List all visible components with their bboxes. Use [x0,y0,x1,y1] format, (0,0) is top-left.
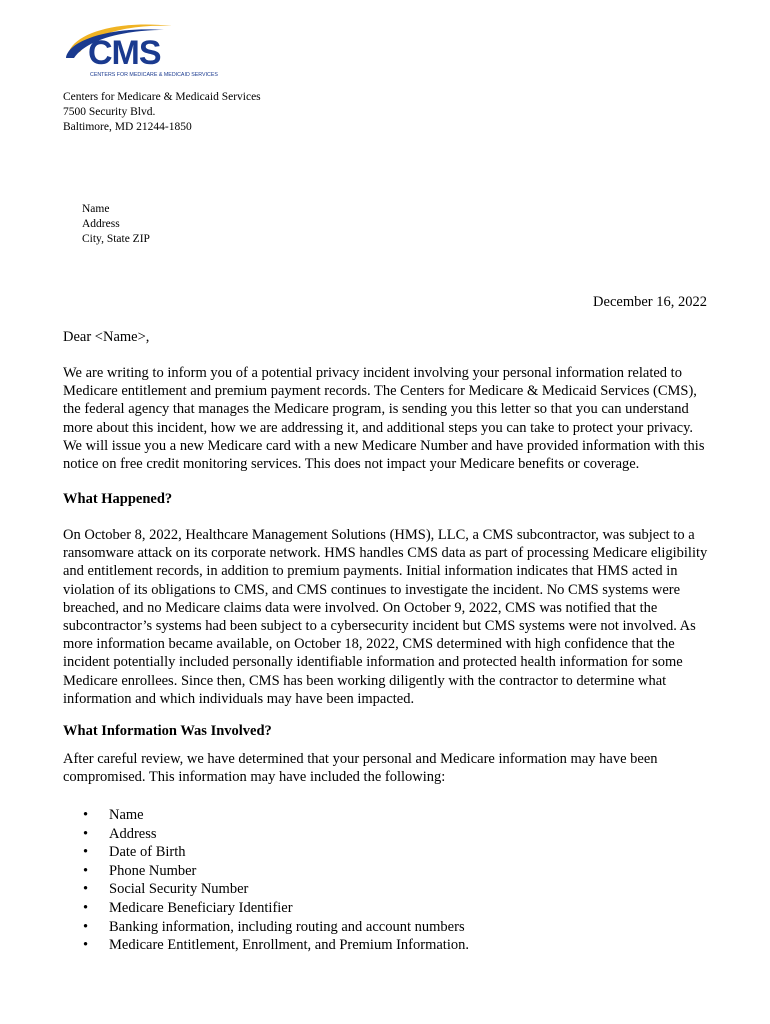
what-happened-paragraph: On October 8, 2022, Healthcare Management Solutions (HMS), LLC, a CMS subcontractor, was subject to a ransomware attack on its corporate network. HMS handles CMS data as part of processing Medicare eligibility and entitlement records, in addition to premium payments. Initial information indicates that HMS acted in violation of its obligations to CMS, and CMS continues to investigate the incident. No CMS systems were breached, and no Medicare claims data were involved. On October 9, 2022, CMS was notified that the subcontractor’s systems had been subject to a cybersecurity incident but CMS systems were not involved. As more information became available, on October 18, 2022, CMS determined with high confidence that the incident potentially included personally identifiable information and protected health information for some Medicare enrollees. Since then, CMS has been working diligently with the contractor to determine what information and which individuals may have been impacted. [63,527,708,707]
list-item: • Date of Birth [63,843,469,862]
recipient-name: Name [82,203,110,215]
recipient-address [82,202,150,247]
information-involved-paragraph: After careful review, we have determined that your personal and Medicare information may have been compromised. This information may have included the following: [63,751,658,786]
list-item: • Social Security Number [63,880,469,899]
salutation: Dear <Name>, [63,329,150,345]
list-item: • Phone Number [63,862,469,881]
what-happened-heading: What Happened? [63,491,173,507]
list-item: • Address [63,825,469,844]
letter-date: December 16, 2022 [593,294,707,310]
intro-paragraph: We are writing to inform you of a potential privacy incident involving your personal information related to Medicare entitlement and premium payment records. The Centers for Medicare & Medicaid Services (CMS), the federal agency that manages the Medicare program, is sending you this letter so that you can understand more about this incident, how we are addressing it, and additional steps you can take to protect your privacy. We will issue you a new Medicare card with a new Medicare Number and have provided information with this notice on free credit monitoring services. This does not impact your Medicare benefits or coverage. [63,365,705,473]
sender-line: Baltimore, MD 21244-1850 [63,121,192,133]
list-item: • Medicare Entitlement, Enrollment, and Premium Information. [63,936,469,955]
list-item: • Banking information, including routing and account numbers [63,918,469,937]
list-item: • Name [63,806,469,825]
list-item: • Medicare Beneficiary Identifier [63,899,469,918]
logo-wordmark: CMS [88,34,161,72]
recipient-address-line: Address [82,218,120,230]
sender-line: Centers for Medicare & Medicaid Services [63,91,261,103]
sender-line: 7500 Security Blvd. [63,106,156,118]
cms-logo [60,18,220,80]
information-list [63,806,469,955]
recipient-city: City, State ZIP [82,233,150,245]
information-involved-heading: What Information Was Involved? [63,723,272,739]
sender-address [63,90,261,135]
logo-tagline: CENTERS FOR MEDICARE & MEDICAID SERVICES [90,72,218,78]
